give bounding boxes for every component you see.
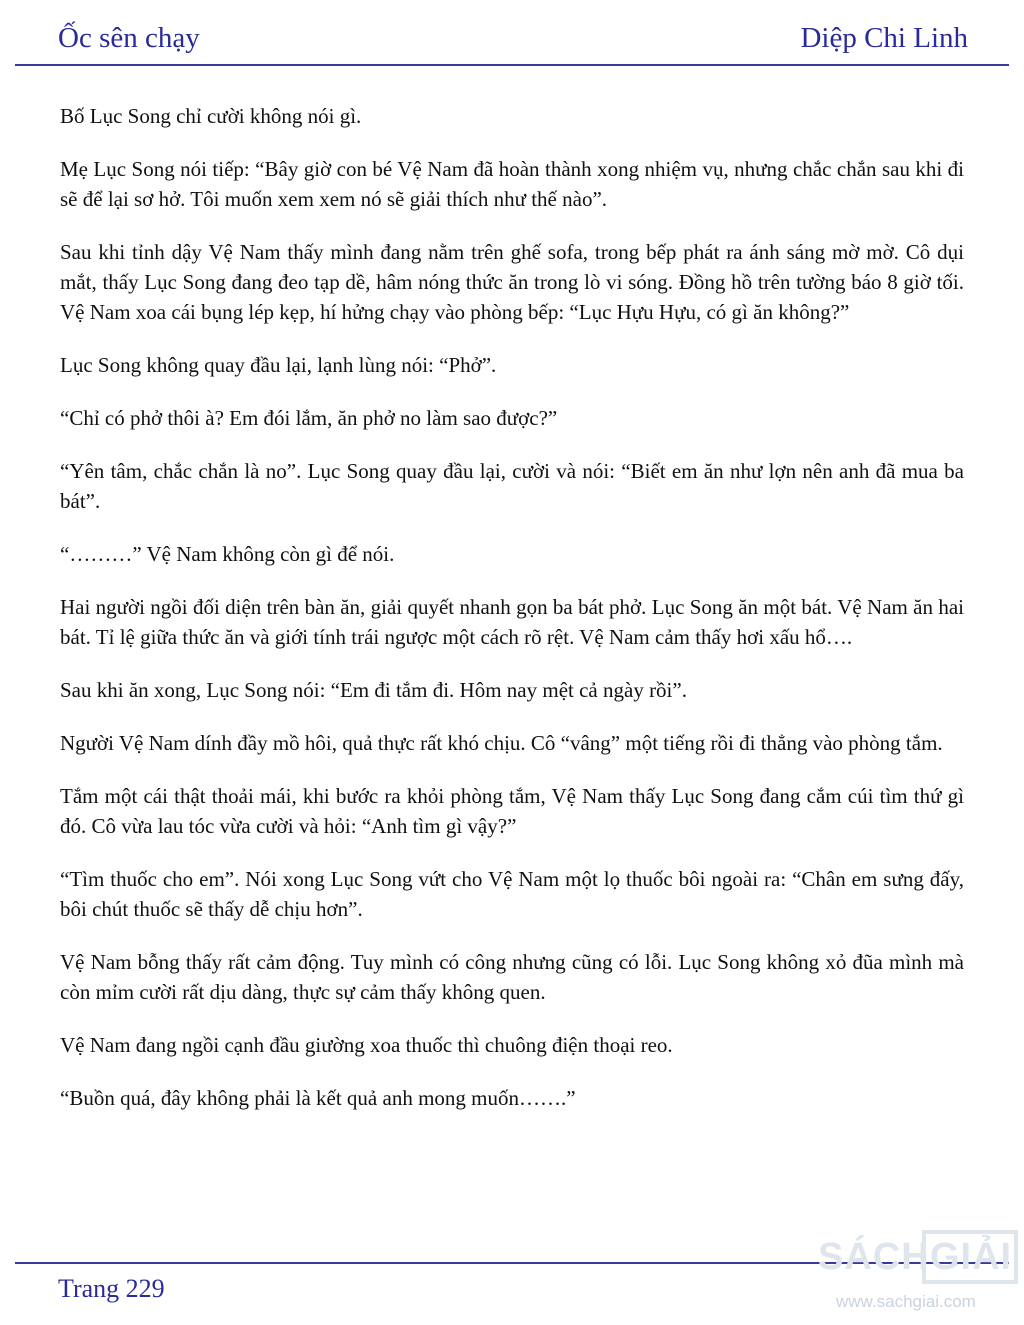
paragraph: “Tìm thuốc cho em”. Nói xong Lục Song vứt cho Vệ Nam một lọ thuốc bôi ngoài ra: “Chân em sưng đấy, bôi chút thuốc sẽ thấy dễ chịu hơn”.: [60, 867, 964, 921]
paragraph: Bố Lục Song chỉ cười không nói gì.: [60, 104, 362, 128]
paragraph: “Yên tâm, chắc chắn là no”. Lục Song quay đầu lại, cười và nói: “Biết em ăn như lợn nên anh đã mua ba bát”.: [60, 459, 964, 513]
watermark-brand-left: SÁCH: [818, 1236, 930, 1278]
watermark-url: www.sachgiai.com: [836, 1292, 976, 1311]
header-divider: [15, 64, 1009, 66]
paragraph: Tắm một cái thật thoải mái, khi bước ra khỏi phòng tắm, Vệ Nam thấy Lục Song đang cắm cúi tìm thứ gì đó. Cô vừa lau tóc vừa cười và hỏi: “Anh tìm gì vậy?”: [60, 784, 964, 838]
paragraph: “Buồn quá, đây không phải là kết quả anh mong muốn…….”: [60, 1086, 576, 1110]
paragraph: “………” Vệ Nam không còn gì để nói.: [60, 542, 395, 566]
paragraph: Sau khi tỉnh dậy Vệ Nam thấy mình đang nằm trên ghế sofa, trong bếp phát ra ánh sáng mờ mờ. Cô dụi mắt, thấy Lục Song đang đeo tạp dề, hâm nóng thức ăn trong lò vi sóng. Đồng hồ trên tường báo 8 giờ tối. Vệ Nam xoa cái bụng lép kẹp, hí hửng chạy vào phòng bếp: “Lục Hựu Hựu, có gì ăn không?”: [60, 240, 964, 324]
paragraph: “Chỉ có phở thôi à? Em đói lắm, ăn phở no làm sao được?”: [60, 406, 558, 430]
paragraph: Vệ Nam bỗng thấy rất cảm động. Tuy mình có công nhưng cũng có lỗi. Lục Song không xỏ đũa mình mà còn mỉm cười rất dịu dàng, thực sự cảm thấy không quen.: [60, 950, 964, 1004]
paragraph: Sau khi ăn xong, Lục Song nói: “Em đi tắm đi. Hôm nay mệt cả ngày rồi”.: [60, 678, 687, 702]
paragraph: Mẹ Lục Song nói tiếp: “Bây giờ con bé Vệ Nam đã hoàn thành xong nhiệm vụ, nhưng chắc chắn sau khi đi sẽ để lại sơ hở. Tôi muốn xem xem nó sẽ giải thích như thế nào”.: [60, 157, 964, 211]
page-number: Trang 229: [58, 1274, 165, 1303]
paragraph: Hai người ngồi đối diện trên bàn ăn, giải quyết nhanh gọn ba bát phở. Lục Song ăn một bát. Vệ Nam ăn hai bát. Tỉ lệ giữa thức ăn và giới tính trái ngược một cách rõ rệt. Vệ Nam cảm thấy hơi xấu hổ….: [60, 595, 964, 649]
page-body: [60, 101, 964, 1136]
page-header: [0, 0, 1024, 70]
watermark-logo: [818, 1228, 1024, 1325]
watermark-brand-right: GIẢI: [930, 1236, 1013, 1278]
paragraph: Người Vệ Nam dính đầy mồ hôi, quả thực rất khó chịu. Cô “vâng” một tiếng rồi đi thẳng vào phòng tắm.: [60, 731, 943, 755]
book-title: Ốc sên chạy: [58, 22, 200, 54]
author-name: Diệp Chi Linh: [800, 22, 968, 54]
paragraph: Lục Song không quay đầu lại, lạnh lùng nói: “Phở”.: [60, 353, 497, 377]
paragraph: Vệ Nam đang ngồi cạnh đầu giường xoa thuốc thì chuông điện thoại reo.: [60, 1033, 673, 1057]
